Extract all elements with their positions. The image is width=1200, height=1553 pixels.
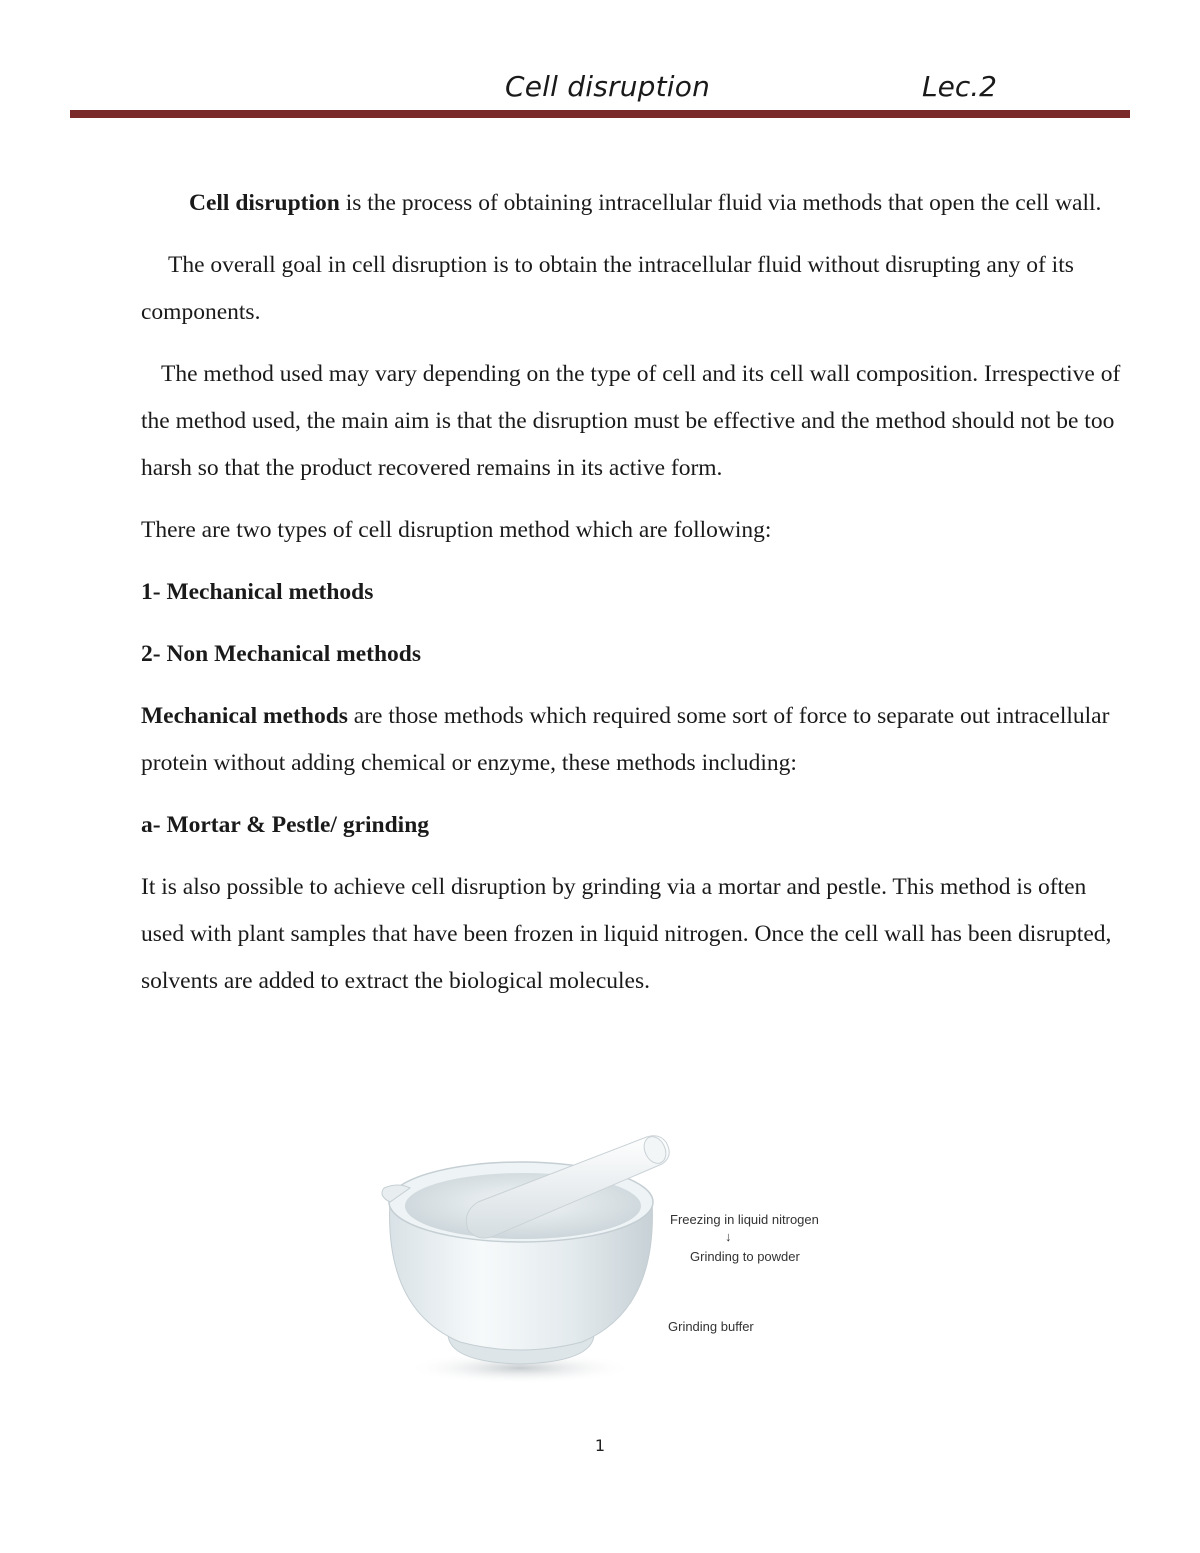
arrow-down-icon: ↓ [725, 1229, 732, 1244]
mortar-pestle-figure [370, 1130, 850, 1400]
paragraph-grinding: It is also possible to achieve cell disruption by grinding via a mortar and pestle. This method is often used with plant samples that have been frozen in liquid nitrogen. Once the cell wall has been disrupted, solvents are added to extract the biological molecules. [141, 874, 1112, 994]
term-mechanical-methods: Mechanical methods [141, 703, 348, 729]
heading-non-mechanical-methods [141, 631, 1121, 678]
label-grinding: Grinding to powder [690, 1249, 800, 1264]
heading-non-mechanical-methods-text: 2- Non Mechanical methods [141, 641, 422, 667]
header-divider [70, 110, 1130, 118]
header-title: Cell disruption [505, 70, 711, 103]
paragraph-mechanical-definition-text: are those methods which required some sort of force to separate out intracellular protein without adding chemical or enzyme, these methods including: [141, 703, 1110, 776]
paragraph-overall-goal: The overall goal in cell disruption is to obtain the intracellular fluid without disrupting any of its components. [141, 252, 1074, 325]
heading-mechanical-methods [141, 569, 1121, 616]
header-lecture-number: Lec.2 [922, 70, 997, 103]
term-cell-disruption: Cell disruption [189, 190, 340, 216]
heading-mechanical-methods-text: 1- Mechanical methods [141, 579, 374, 605]
label-grinding-buffer: Grinding buffer [668, 1319, 754, 1334]
paragraph-definition-text: is the process of obtaining intracellular fluid via methods that open the cell wall. [339, 190, 1102, 216]
paragraph-two-types: There are two types of cell disruption method which are following: [141, 517, 772, 543]
heading-mortar-pestle [141, 802, 1121, 849]
mortar-pestle-illustration [370, 1130, 670, 1400]
heading-mortar-pestle-text: a- Mortar & Pestle/ grinding [141, 812, 430, 838]
paragraph-definition [141, 180, 1121, 227]
paragraph-mechanical-definition [141, 693, 1121, 787]
page-number: 1 [594, 1436, 606, 1455]
paragraph-method-variation: The method used may vary depending on the type of cell and its cell wall composition. Irrespective of the method used, the main aim is that the disruption must be effective and the method should not be too harsh so that the product recovered remains in its active form. [141, 361, 1121, 481]
label-freezing: Freezing in liquid nitrogen [670, 1212, 819, 1227]
document-body [141, 180, 1121, 1020]
